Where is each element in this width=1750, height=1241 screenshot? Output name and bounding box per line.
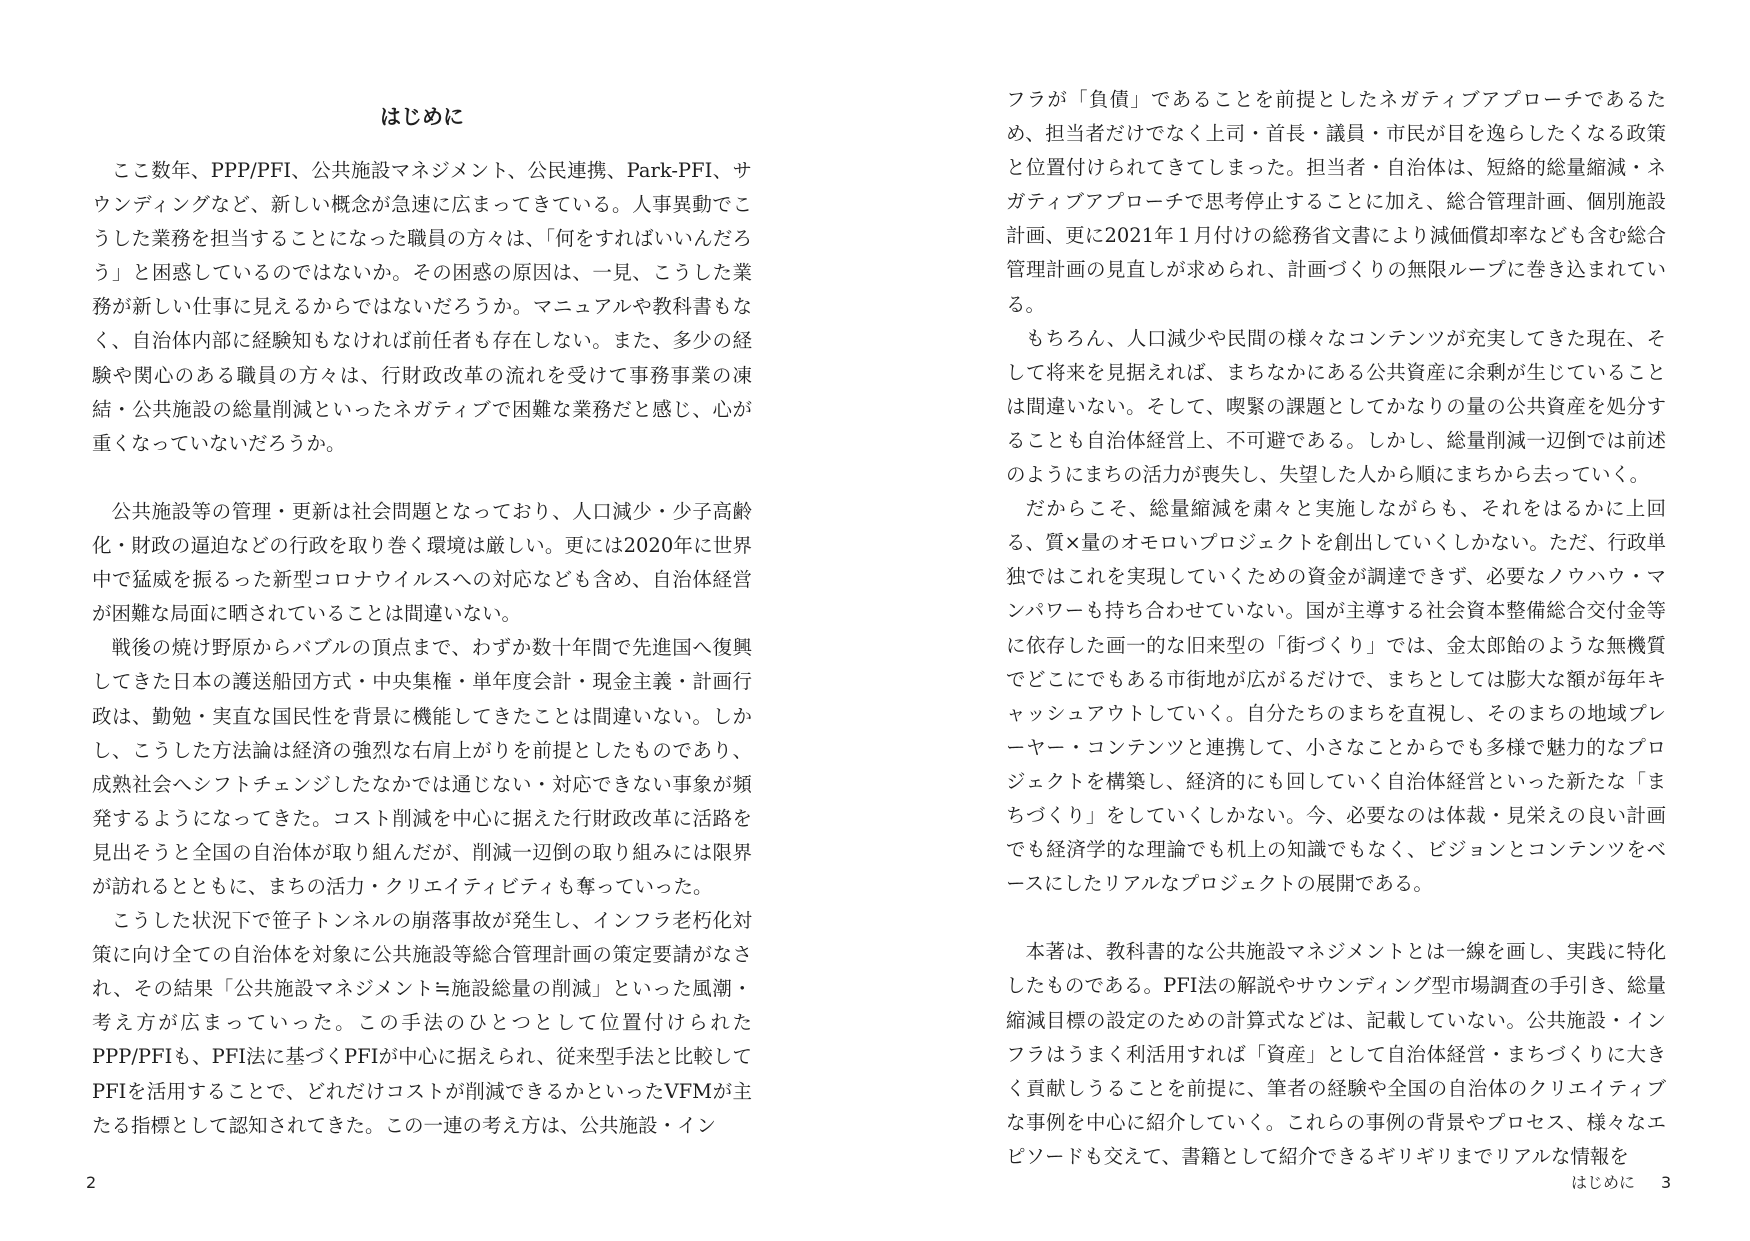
paragraph-surplus-assets: もちろん、人口減少や民間の様々なコンテンツが充実してきた現在、そして将来を見据えれば、まちなかにある公共資産に余剰が生じていることは間違いない。そして、喫緊の課題としてかなりの量の公共資産を処分することも自治体経営上、不可避である。しかし、総量削減一辺倒では前述のようにまちの活力が喪失し、失望した人から順にまちから去っていく。 xyxy=(1006,326,1666,487)
paragraph-omoroi-projects: だからこそ、総量縮減を粛々と実施しながらも、それをはるかに上回る、質×量のオモロいプロジェクトを創出していくしかない。ただ、行政単独ではこれを実現していくための資金が調達できず、必要なノウハウ・マンパワーも持ち合わせていない。国が主導する社会資本整備総合交付金等に依存した画一的な旧来型の「街づくり」では、金太郎飴のような無機質でどこにでもある市街地が広がるだけで、まちとしては膨大な額が毎年キャッシュアウトしていく。自分たちのまちを直視し、そのまちの地域プレーヤー・コンテンツと連携して、小さなことからでも多様で魅力的なプロジェクトを構築し、経済的にも回していく自治体経営といった新たな「まちづくり」をしていくしかない。今、必要なのは体裁・見栄えの良い計画でも経済学的な理論でも机上の知識でもなく、ビジョンとコンテンツをベースにしたリアルなプロジェクトの展開である。 xyxy=(1006,497,1666,896)
section-gap xyxy=(92,461,752,495)
paragraph-sasago-tunnel: こうした状況下で笹子トンネルの崩落事故が発生し、インフラ老朽化対策に向け全ての自治体を対象に公共施設等総合管理計画の策定要請がなされ、その結果「公共施設マネジメント≒施設総量の削減」といった風潮・考え方が広まっていった。この手法のひとつとして位置付けられたPPP/PFIも、PFI法に基づくPFIが中心に据えられ、従来型手法と比較してPFIを活用することで、どれだけコストが削減できるかといったVFMが主たる指標として認知されてきた。この一連の考え方は、公共施設・イン xyxy=(92,909,752,1137)
paragraph-about-book: 本著は、教科書的な公共施設マネジメントとは一線を画し、実践に特化したものである。PFI法の解説やサウンディング型市場調査の手引き、総量縮減目標の設定のための計算式などは、記載していない。公共施設・インフラはうまく利活用すれば「資産」として自治体経営・まちづくりに大きく貢献しうることを前提に、筆者の経験や全国の自治体のクリエイティブな事例を中心に紹介していく。これらの事例の背景やプロセス、様々なエピソードも交えて、書籍として紹介できるギリギリまでリアルな情報を xyxy=(1006,940,1666,1168)
paragraph-intro: ここ数年、PPP/PFI、公共施設マネジメント、公民連携、Park-PFI、サウンディングなど、新しい概念が急速に広まってきている。人事異動でこうした業務を担当することになった職員の方々は、「何をすればいいんだろう」と困惑しているのではないか。その困惑の原因は、一見、こうした業務が新しい仕事に見えるからではないだろうか。マニュアルや教科書もなく、自治体内部に経験知もなければ前任者も存在しない。また、多少の経験や関心のある職員の方々は、行財政改革の流れを受けて事務事業の凍結・公共施設の総量削減といったネガティブで困難な業務だと感じ、心が重くなっていないだろうか。 xyxy=(92,159,752,455)
chapter-heading: はじめに xyxy=(380,105,464,129)
paragraph-continued: フラが「負債」であることを前提としたネガティブアプローチであるため、担当者だけでなく上司・首長・議員・市民が目を逸らしたくなる政策と位置付けられてきてしまった。担当者・自治体は、短絡的総量縮減・ネガティブアプローチで思考停止することに加え、総合管理計画、個別施設計画、更に2021年１月付けの総務省文書により減価償却率なども含む総合管理計画の見直しが求められ、計画づくりの無限ループに巻き込まれている。 xyxy=(1006,88,1666,316)
running-head: はじめに xyxy=(1571,1173,1636,1192)
right-page xyxy=(875,0,1750,1241)
paragraph-public-facilities: 公共施設等の管理・更新は社会問題となっており、人口減少・少子高齢化・財政の逼迫などの行政を取り巻く環境は厳しい。更には2020年に世界中で猛威を振るった新型コロナウイルスへの対応なども含め、自治体経営が困難な局面に晒されていることは間違いない。 xyxy=(92,499,752,626)
paragraph-postwar: 戦後の焼け野原からバブルの頂点まで、わずか数十年間で先進国へ復興してきた日本の護送船団方式・中央集権・単年度会計・現金主義・計画行政は、勤勉・実直な国民性を背景に機能してきたことは間違いない。しかし、こうした方法論は経済の強烈な右肩上がりを前提としたものであり、成熟社会へシフトチェンジしたなかでは通じない・対応できない事象が頻発するようになってきた。コスト削減を中心に据えた行財政改革に活路を見出そうと全国の自治体が取り組んだが、削減一辺倒の取り組みには限界が訪れるとともに、まちの活力・クリエイティビティも奪っていった。 xyxy=(92,636,752,898)
left-body-text xyxy=(92,154,752,1143)
right-body-text xyxy=(1006,83,1666,1174)
section-gap xyxy=(1006,901,1666,935)
page-number-left: 2 xyxy=(86,1173,97,1192)
page-number-right: 3 xyxy=(1661,1173,1672,1192)
